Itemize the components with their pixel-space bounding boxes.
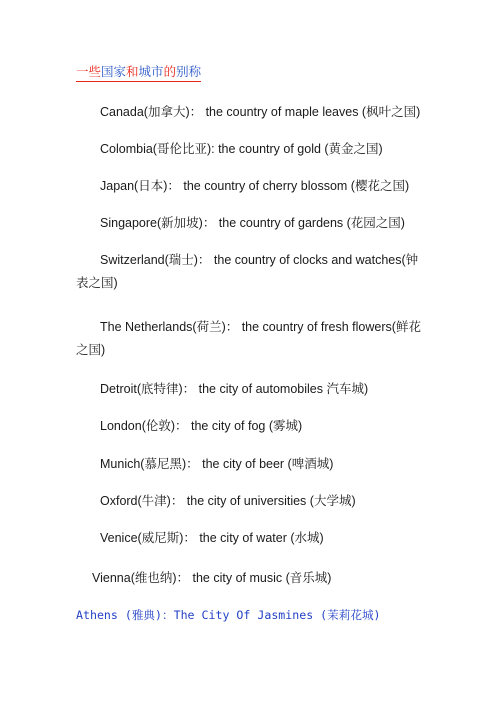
nickname-entry-detroit: Detroit(底特律)： the city of automobiles 汽车城) [100, 382, 369, 396]
nickname-entry-switzerland: Switzerland(瑞士)： the country of clocks and watches(钟表之国) [76, 253, 419, 290]
nickname-entry-singapore: Singapore(新加坡)： the country of gardens (花园之国) [100, 216, 405, 230]
nickname-entry-netherlands: The Netherlands(荷兰)： the country of fresh flowers(鲜花之国) [76, 320, 421, 357]
heading-part: 一些 [76, 64, 102, 79]
nickname-entry-london: London(伦敦)： the city of fog (雾城) [100, 419, 303, 433]
nickname-entry-japan: Japan(日本)： the country of cherry blossom (樱花之国) [100, 179, 410, 193]
heading-part: 的 [163, 64, 177, 79]
nickname-entry-canada: Canada(加拿大)： the country of maple leaves (枫叶之国) [100, 105, 421, 119]
nickname-entry-vienna: Vienna(维也纳)： the city of music (音乐城) [92, 571, 332, 585]
nickname-entry-venice: Venice(威尼斯)： the city of water (水城) [100, 531, 324, 545]
heading-part: 别称 [176, 64, 202, 79]
heading-part: 国家 [101, 64, 127, 79]
heading-part: 和 [126, 64, 139, 79]
nickname-entry-oxford: Oxford(牛津)： the city of universities (大学城) [100, 494, 356, 508]
nickname-entry-munich: Munich(慕尼黑)： the city of beer (啤酒城) [100, 457, 334, 471]
nickname-entry-athens: Athens (雅典)：The City Of Jasmines (茉莉花城) [76, 608, 381, 622]
page-heading [76, 64, 201, 82]
nickname-entry-colombia: Colombia(哥伦比亚): the country of gold (黄金之国) [100, 142, 383, 156]
heading-part: 城市 [138, 64, 164, 79]
